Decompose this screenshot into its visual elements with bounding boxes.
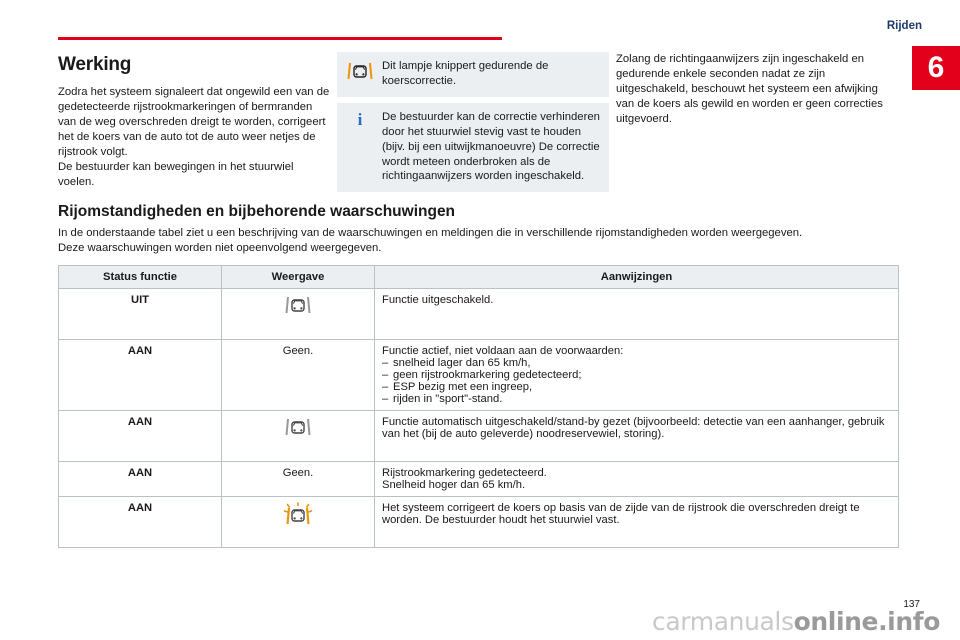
cell-status: AAN xyxy=(59,340,222,411)
cell-display: Geen. xyxy=(222,462,375,497)
subsection-paragraphs xyxy=(58,226,908,256)
list-item: – geen rijstrookmarkering gedetecteerd; xyxy=(382,369,891,381)
note-line: Functie automatisch uitgeschakeld/stand-by gezet (bijvoorbeeld: detectie van een aanhanger, gebruik van het (bij de auto geleverde) noodreservewiel, storing). xyxy=(382,416,885,440)
lane-assist-warning-icon xyxy=(345,59,375,82)
cell-note xyxy=(375,462,899,497)
table-header-notes: Aanwijzingen xyxy=(375,266,899,289)
note-line: Functie uitgeschakeld. xyxy=(382,294,494,306)
watermark xyxy=(652,607,940,636)
cell-note xyxy=(375,289,899,340)
lane-assist-off-icon xyxy=(229,294,367,316)
table-row xyxy=(59,462,899,497)
subsection-paragraph-2: Deze waarschuwingen worden niet opeenvolgend weergegeven. xyxy=(58,242,382,255)
header-rule xyxy=(58,37,502,40)
column-three-paragraph: Zolang de richtingaanwijzers zijn ingeschakeld en gedurende enkele seconden nadat ze zijn uitgeschakeld, beschouwt het systeem een afwijking van de koers als gewild en worden er geen correcties uitgevoerd. xyxy=(616,53,883,125)
list-item: – rijden in "sport"-stand. xyxy=(382,393,891,405)
cell-status: UIT xyxy=(59,289,222,340)
cell-status: AAN xyxy=(59,462,222,497)
table-row xyxy=(59,340,899,411)
subsection-title: Rijomstandigheden en bijbehorende waarschuwingen xyxy=(58,203,456,220)
lane-assist-standby-icon xyxy=(229,416,367,438)
watermark-prefix: carmanuals xyxy=(652,607,794,636)
column-three xyxy=(616,52,888,127)
page-number: 137 xyxy=(903,599,920,610)
callout-info-text: De bestuurder kan de correctie verhinderen door het stuurwiel stevig vast te houden (bijv. bij een uitwijkmanoeuvre) De correctie wordt meteen onderbroken als de richtingaanwijzers worden ingeschakeld. xyxy=(382,110,600,183)
note-line: Functie actief, niet voldaan aan de voorwaarden: xyxy=(382,345,624,357)
chapter-number-badge: 6 xyxy=(912,46,960,90)
running-header: Rijden xyxy=(886,20,922,32)
subsection-paragraph-1: In de onderstaande tabel ziet u een beschrijving van de waarschuwingen en meldingen die in verschillende rijomstandigheden worden weergegeven. xyxy=(58,227,803,239)
list-item: – snelheid lager dan 65 km/h, xyxy=(382,357,891,369)
table-header-status: Status functie xyxy=(59,266,222,289)
watermark-suffix: online.info xyxy=(793,607,940,636)
list-item: – ESP bezig met een ingreep, xyxy=(382,381,891,393)
callout-lamp-blink-text: Dit lampje knippert gedurende de koerscorrectie. xyxy=(382,60,549,87)
cell-status: AAN xyxy=(59,497,222,548)
lane-assist-active-orange-icon xyxy=(229,502,367,528)
note-list xyxy=(382,357,891,405)
cell-note xyxy=(375,340,899,411)
conditions-table xyxy=(58,265,899,548)
table-header-row xyxy=(59,266,899,289)
page-title: Werking xyxy=(58,54,132,75)
note-line: Het systeem corrigeert de koers op basis van de zijde van de rijstrook die overschreden dreigt te worden. De bestuurder houdt het stuurwiel vast. xyxy=(382,502,860,526)
cell-display: Geen. xyxy=(222,340,375,411)
cell-note xyxy=(375,497,899,548)
cell-note xyxy=(375,411,899,462)
info-icon: i xyxy=(357,109,363,129)
column-two xyxy=(337,52,609,192)
column-one-paragraph-2: De bestuurder kan bewegingen in het stuurwiel voelen. xyxy=(58,160,294,188)
note-line: Rijstrookmarkering gedetecteerd. xyxy=(382,467,547,479)
cell-display xyxy=(222,497,375,548)
note-line: Snelheid hoger dan 65 km/h. xyxy=(382,479,526,491)
table-row xyxy=(59,497,899,548)
callout-lamp-blink xyxy=(337,52,609,97)
table-header-display: Weergave xyxy=(222,266,375,289)
column-one-paragraph-1: Zodra het systeem signaleert dat ongewild een van de gedetecteerde rijstrookmarkeringen of bermranden van de weg overschreden dreigt te worden, corrigeert het de koers van de auto tot de auto weer netjes de rijstrook volgt. xyxy=(58,86,330,158)
cell-display xyxy=(222,411,375,462)
table-body xyxy=(59,289,899,548)
cell-status: AAN xyxy=(59,411,222,462)
table-row xyxy=(59,289,899,340)
callout-info xyxy=(337,103,609,193)
cell-display xyxy=(222,289,375,340)
table-head xyxy=(59,266,899,289)
table-row xyxy=(59,411,899,462)
column-one xyxy=(58,52,330,189)
